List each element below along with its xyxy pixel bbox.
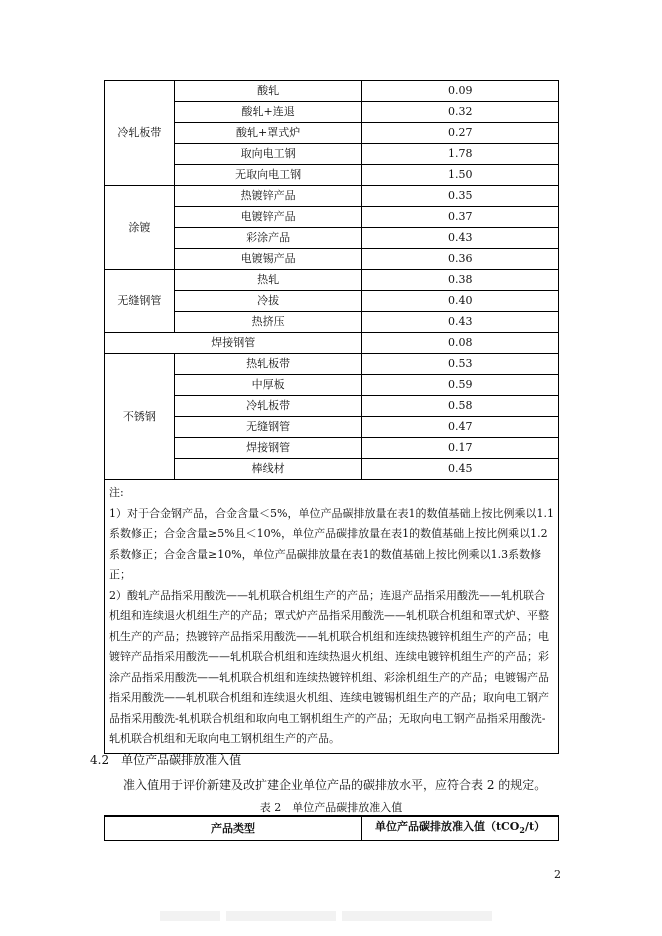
- category-cell: 不锈钢: [105, 354, 175, 480]
- header-value-prefix: 单位产品碳排放准入值（tCO: [374, 820, 520, 833]
- value-cell: 0.32: [362, 102, 559, 123]
- product-cell: 电镀锌产品: [174, 207, 362, 228]
- notes-label: 注:: [109, 486, 124, 499]
- header-emission-value: [362, 816, 559, 841]
- product-cell: 热轧: [174, 270, 362, 291]
- carbon-emission-table: [104, 80, 559, 754]
- table-header-row: [105, 816, 559, 841]
- value-cell: 0.17: [362, 438, 559, 459]
- value-cell: 0.47: [362, 417, 559, 438]
- product-cell: 冷轧板带: [174, 396, 362, 417]
- product-cell: 热轧板带: [174, 354, 362, 375]
- product-cell: 彩涂产品: [174, 228, 362, 249]
- category-cell: 冷轧板带: [105, 81, 175, 186]
- value-cell: 1.50: [362, 165, 559, 186]
- product-cell: 酸轧+连退: [174, 102, 362, 123]
- value-cell: 0.35: [362, 186, 559, 207]
- watermark-bar: [160, 905, 510, 917]
- product-cell: 热镀锌产品: [174, 186, 362, 207]
- value-cell: 0.37: [362, 207, 559, 228]
- product-cell: 取向电工钢: [174, 144, 362, 165]
- section-heading: [90, 751, 241, 768]
- table-row: [105, 186, 559, 207]
- product-cell: 热挤压: [174, 312, 362, 333]
- value-cell: 0.43: [362, 228, 559, 249]
- table-row: [105, 354, 559, 375]
- table-row: [105, 270, 559, 291]
- note-item: 2）酸轧产品指采用酸洗——轧机联合机组生产的产品；连退产品指采用酸洗——轧机联合机组和连续退火机组生产的产品；罩式炉产品指采用酸洗——轧机联合机组和罩式炉、平整机生产的产品；热镀锌产品指采用酸洗——轧机联合机组和连续热镀锌机组生产的产品；电镀锌产品指采用酸洗——轧机联合机组和连续热退火机组、连续电镀锌机组生产的产品；彩涂产品指采用酸洗——轧机联合机组和连续热镀锌机组、彩涂机组生产的产品；电镀锡产品指采用酸洗——轧机联合机组和连续退火机组、连续电镀锡机组生产的产品；取向电工钢产品指采用酸洗-轧机联合机组和取向电工钢机组生产的产品；无取向电工钢产品指采用酸洗-轧机联合机组和无取向电工钢机组生产的产品。: [109, 588, 549, 745]
- value-cell: 0.08: [362, 333, 559, 354]
- product-cell: 无缝钢管: [174, 417, 362, 438]
- table2-caption: 表 2 单位产品碳排放准入值: [259, 801, 403, 814]
- value-cell: 0.43: [362, 312, 559, 333]
- note-item: 1）对于合金钢产品，合金含量＜5%，单位产品碳排放量在表1的数值基础上按比例乘以1.1系数修正；合金含量≥5%且＜10%，单位产品碳排放量在表1的数值基础上按比例乘以1.2系数修正；合金含量≥10%，单位产品碳排放量在表1的数值基础上按比例乘以1.3系数修正；: [109, 506, 554, 581]
- value-cell: 1.78: [362, 144, 559, 165]
- notes-cell: [105, 480, 559, 754]
- table-body: [105, 81, 559, 754]
- product-cell: 电镀锡产品: [174, 249, 362, 270]
- value-cell: 0.59: [362, 375, 559, 396]
- header-product-type: 产品类型: [105, 816, 362, 841]
- product-cell: 焊接钢管: [174, 438, 362, 459]
- product-cell: 酸轧: [174, 81, 362, 102]
- admission-value-table: [104, 815, 559, 841]
- page-number: 2: [554, 868, 561, 881]
- category-cell: 涂镀: [105, 186, 175, 270]
- table-row: [105, 333, 559, 354]
- value-cell: 0.45: [362, 459, 559, 480]
- value-cell: 0.53: [362, 354, 559, 375]
- header-value-suffix: /t）: [524, 820, 546, 833]
- value-cell: 0.09: [362, 81, 559, 102]
- section-number: 4.2: [90, 753, 110, 767]
- table-row: [105, 81, 559, 102]
- product-cell: 中厚板: [174, 375, 362, 396]
- value-cell: 0.40: [362, 291, 559, 312]
- value-cell: 0.27: [362, 123, 559, 144]
- section-title: 单位产品碳排放准入值: [121, 753, 242, 767]
- product-cell: 冷拔: [174, 291, 362, 312]
- product-cell: 无取向电工钢: [174, 165, 362, 186]
- value-cell: 0.58: [362, 396, 559, 417]
- notes-row: [105, 480, 559, 754]
- value-cell: 0.38: [362, 270, 559, 291]
- body-paragraph: 准入值用于评价新建及改扩建企业单位产品的碳排放水平，应符合表 2 的规定。: [123, 778, 547, 792]
- category-cell: 焊接钢管: [105, 333, 362, 354]
- product-cell: 棒线材: [174, 459, 362, 480]
- value-cell: 0.36: [362, 249, 559, 270]
- category-cell: 无缝钢管: [105, 270, 175, 333]
- product-cell: 酸轧+罩式炉: [174, 123, 362, 144]
- header-value-subscript: 2: [519, 825, 525, 836]
